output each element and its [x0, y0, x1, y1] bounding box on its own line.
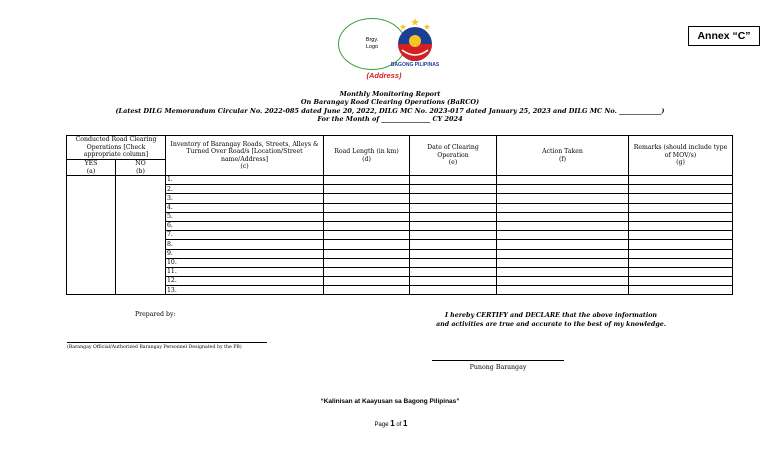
row-number: 4.	[166, 203, 324, 212]
annex-label: Annex “C”	[688, 26, 760, 46]
header-no-text: NO	[135, 160, 146, 167]
header-conducted-operations: Conducted Road Clearing Operations [Check appropriate column]	[67, 136, 166, 160]
motto: “Kalinisan at Kaayusan sa Bagong Pilipinas”	[320, 398, 460, 405]
signature-line-right[interactable]	[432, 360, 564, 361]
header-action-taken-letter: (f)	[558, 155, 567, 163]
signature-line-left[interactable]	[67, 342, 267, 343]
barangay-logo-text: Brgy. Logo	[365, 37, 379, 50]
cell-remarks[interactable]	[629, 249, 733, 258]
cell-date[interactable]	[410, 267, 497, 276]
cell-action[interactable]	[497, 185, 629, 194]
no-check-column[interactable]	[116, 176, 166, 295]
header-yes-text: YES	[84, 160, 98, 167]
cell-action[interactable]	[497, 277, 629, 286]
cell-date[interactable]	[410, 212, 497, 221]
cell-date[interactable]	[410, 185, 497, 194]
cell-action[interactable]	[497, 231, 629, 240]
cell-date[interactable]	[410, 258, 497, 267]
cell-date[interactable]	[410, 194, 497, 203]
header-inventory-letter: (c)	[240, 163, 249, 170]
row-number: 3.	[166, 194, 324, 203]
cell-action[interactable]	[497, 176, 629, 185]
header-action-taken-text: Action Taken	[542, 148, 583, 155]
header-inventory	[166, 136, 324, 176]
row-number: 9.	[166, 249, 324, 258]
row-number: 10.	[166, 258, 324, 267]
certify-line-2: and activities are true and accurate to the best of my knowledge.	[436, 321, 666, 329]
row-number: 11.	[166, 267, 324, 276]
cell-date[interactable]	[410, 203, 497, 212]
bagong-pilipinas-wordmark: BAGONG PILIPINAS	[390, 62, 440, 68]
cell-date[interactable]	[410, 249, 497, 258]
row-number: 8.	[166, 240, 324, 249]
header-remarks	[629, 136, 733, 176]
cell-road-length[interactable]	[324, 194, 410, 203]
header-date-clearing	[410, 136, 497, 176]
cell-action[interactable]	[497, 258, 629, 267]
header-date-clearing-text: Date of Clearing Operation	[427, 144, 479, 159]
cell-road-length[interactable]	[324, 176, 410, 185]
header-no	[116, 160, 166, 176]
cell-action[interactable]	[497, 221, 629, 230]
page-total: 1	[403, 419, 408, 428]
cell-remarks[interactable]	[629, 267, 733, 276]
cell-remarks[interactable]	[629, 231, 733, 240]
header-date-clearing-letter: (e)	[448, 159, 458, 167]
header-road-length	[324, 136, 410, 176]
row-number: 5.	[166, 212, 324, 221]
cell-date[interactable]	[410, 221, 497, 230]
header-remarks-letter: (g)	[676, 159, 685, 167]
page-prefix: Page	[374, 422, 391, 428]
row-number: 12.	[166, 277, 324, 286]
page-current: 1	[390, 419, 395, 428]
cell-date[interactable]	[410, 240, 497, 249]
cell-road-length[interactable]	[324, 212, 410, 221]
monitoring-table	[66, 135, 733, 295]
row-number: 2.	[166, 185, 324, 194]
cell-remarks[interactable]	[629, 277, 733, 286]
header-inventory-text: Inventory of Barangay Roads, Streets, Alleys & Turned Over Road/s [Location/Street name/Address]	[170, 140, 319, 163]
row-number: 7.	[166, 231, 324, 240]
cell-action[interactable]	[497, 194, 629, 203]
report-memo-line: (Latest DILG Memorandum Circular No. 2022-085 dated June 20, 2022, DILG MC No. 2023-017 dated January 25, 2023 and DILG MC No. _____________)	[115, 106, 665, 115]
cell-date[interactable]	[410, 176, 497, 185]
cell-action[interactable]	[497, 212, 629, 221]
header-yes	[67, 160, 116, 176]
cell-remarks[interactable]	[629, 221, 733, 230]
signatory-left-label: (Barangay Official/Authorized Barangay Personnel Designated by the PB)	[67, 345, 242, 350]
row-number: 13.	[166, 286, 324, 295]
yes-check-column[interactable]	[67, 176, 116, 295]
cell-remarks[interactable]	[629, 185, 733, 194]
report-subtitle: On Barangay Road Clearing Operations (BaRCO)	[300, 98, 480, 107]
cell-road-length[interactable]	[324, 231, 410, 240]
cell-road-length[interactable]	[324, 249, 410, 258]
cell-road-length[interactable]	[324, 185, 410, 194]
cell-action[interactable]	[497, 203, 629, 212]
row-number: 6.	[166, 221, 324, 230]
header-road-length-letter: (d)	[362, 155, 371, 163]
cell-date[interactable]	[410, 286, 497, 295]
report-title: Monthly Monitoring Report	[339, 90, 441, 98]
cell-road-length[interactable]	[324, 221, 410, 230]
prepared-by-label: Prepared by:	[135, 311, 176, 318]
certify-line-1: I hereby CERTIFY and DECLARE that the above information	[445, 312, 657, 319]
cell-road-length[interactable]	[324, 240, 410, 249]
header-road-length-text: Road Length (in km)	[334, 148, 399, 155]
address-placeholder: (Address)	[366, 71, 402, 80]
signatory-right-label: Punong Barangay	[469, 364, 527, 371]
cell-remarks[interactable]	[629, 258, 733, 267]
cell-remarks[interactable]	[629, 194, 733, 203]
certification-statement	[430, 311, 672, 329]
cell-remarks[interactable]	[629, 203, 733, 212]
header-remarks-text: Remarks (should include type of MOV/s)	[633, 144, 728, 159]
header-yes-letter: (a)	[86, 167, 96, 175]
cell-action[interactable]	[497, 249, 629, 258]
header-no-letter: (b)	[136, 167, 145, 175]
row-number: 1.	[166, 176, 324, 185]
cell-remarks[interactable]	[629, 212, 733, 221]
report-month-line: For the Month of _______________ CY 2024	[317, 115, 463, 124]
page-of: of	[394, 422, 404, 428]
cell-remarks[interactable]	[629, 240, 733, 249]
cell-action[interactable]	[497, 286, 629, 295]
cell-action[interactable]	[497, 267, 629, 276]
cell-road-length[interactable]	[324, 203, 410, 212]
page-number	[0, 419, 768, 428]
cell-road-length[interactable]	[324, 277, 410, 286]
cell-remarks[interactable]	[629, 176, 733, 185]
cell-road-length[interactable]	[324, 286, 410, 295]
header-action-taken	[497, 136, 629, 176]
cell-road-length[interactable]	[324, 267, 410, 276]
cell-date[interactable]	[410, 231, 497, 240]
cell-action[interactable]	[497, 240, 629, 249]
cell-remarks[interactable]	[629, 286, 733, 295]
cell-road-length[interactable]	[324, 258, 410, 267]
report-heading	[0, 90, 768, 124]
cell-date[interactable]	[410, 277, 497, 286]
